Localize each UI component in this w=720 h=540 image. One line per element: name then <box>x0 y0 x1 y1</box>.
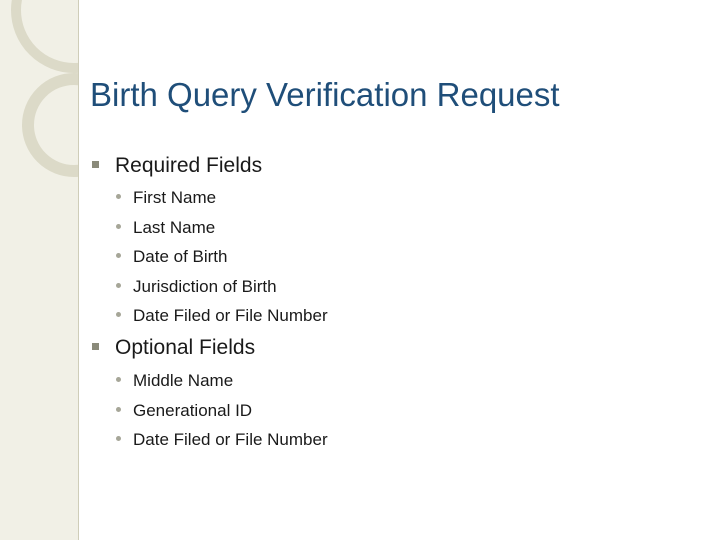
round-bullet-icon <box>116 436 121 441</box>
list-item <box>116 301 328 331</box>
round-bullet-icon <box>116 224 121 229</box>
list-item <box>116 213 328 243</box>
section-heading-required <box>92 154 262 178</box>
round-bullet-icon <box>116 283 121 288</box>
list-item <box>116 242 328 272</box>
decorative-ring-icon <box>0 0 78 540</box>
section-heading-optional <box>92 336 255 360</box>
list-item-label: Date Filed or File Number <box>133 306 328 326</box>
list-item <box>116 366 328 396</box>
list-item-label: Date of Birth <box>133 247 228 267</box>
decorative-side-panel <box>0 0 79 540</box>
round-bullet-icon <box>116 253 121 258</box>
round-bullet-icon <box>116 194 121 199</box>
section-heading-label: Optional Fields <box>115 336 256 359</box>
round-bullet-icon <box>116 312 121 317</box>
slide-title: Birth Query Verification Request <box>90 76 560 113</box>
list-item-label: Date Filed or File Number <box>133 430 328 450</box>
required-fields-list <box>116 183 328 331</box>
optional-fields-list <box>116 366 328 455</box>
round-bullet-icon <box>116 377 121 382</box>
round-bullet-icon <box>116 407 121 412</box>
list-item-label: First Name <box>133 188 217 207</box>
square-bullet-icon <box>92 343 99 350</box>
list-item-label: Middle Name <box>133 371 234 390</box>
list-item <box>116 425 328 455</box>
list-item-label: Last Name <box>133 217 216 237</box>
list-item-label: Jurisdiction of Birth <box>133 276 277 296</box>
list-item <box>116 183 328 213</box>
list-item <box>116 272 328 302</box>
section-heading-label: Required Fields <box>115 154 263 177</box>
list-item <box>116 396 328 426</box>
square-bullet-icon <box>92 161 99 168</box>
list-item-label: Generational ID <box>133 400 253 420</box>
